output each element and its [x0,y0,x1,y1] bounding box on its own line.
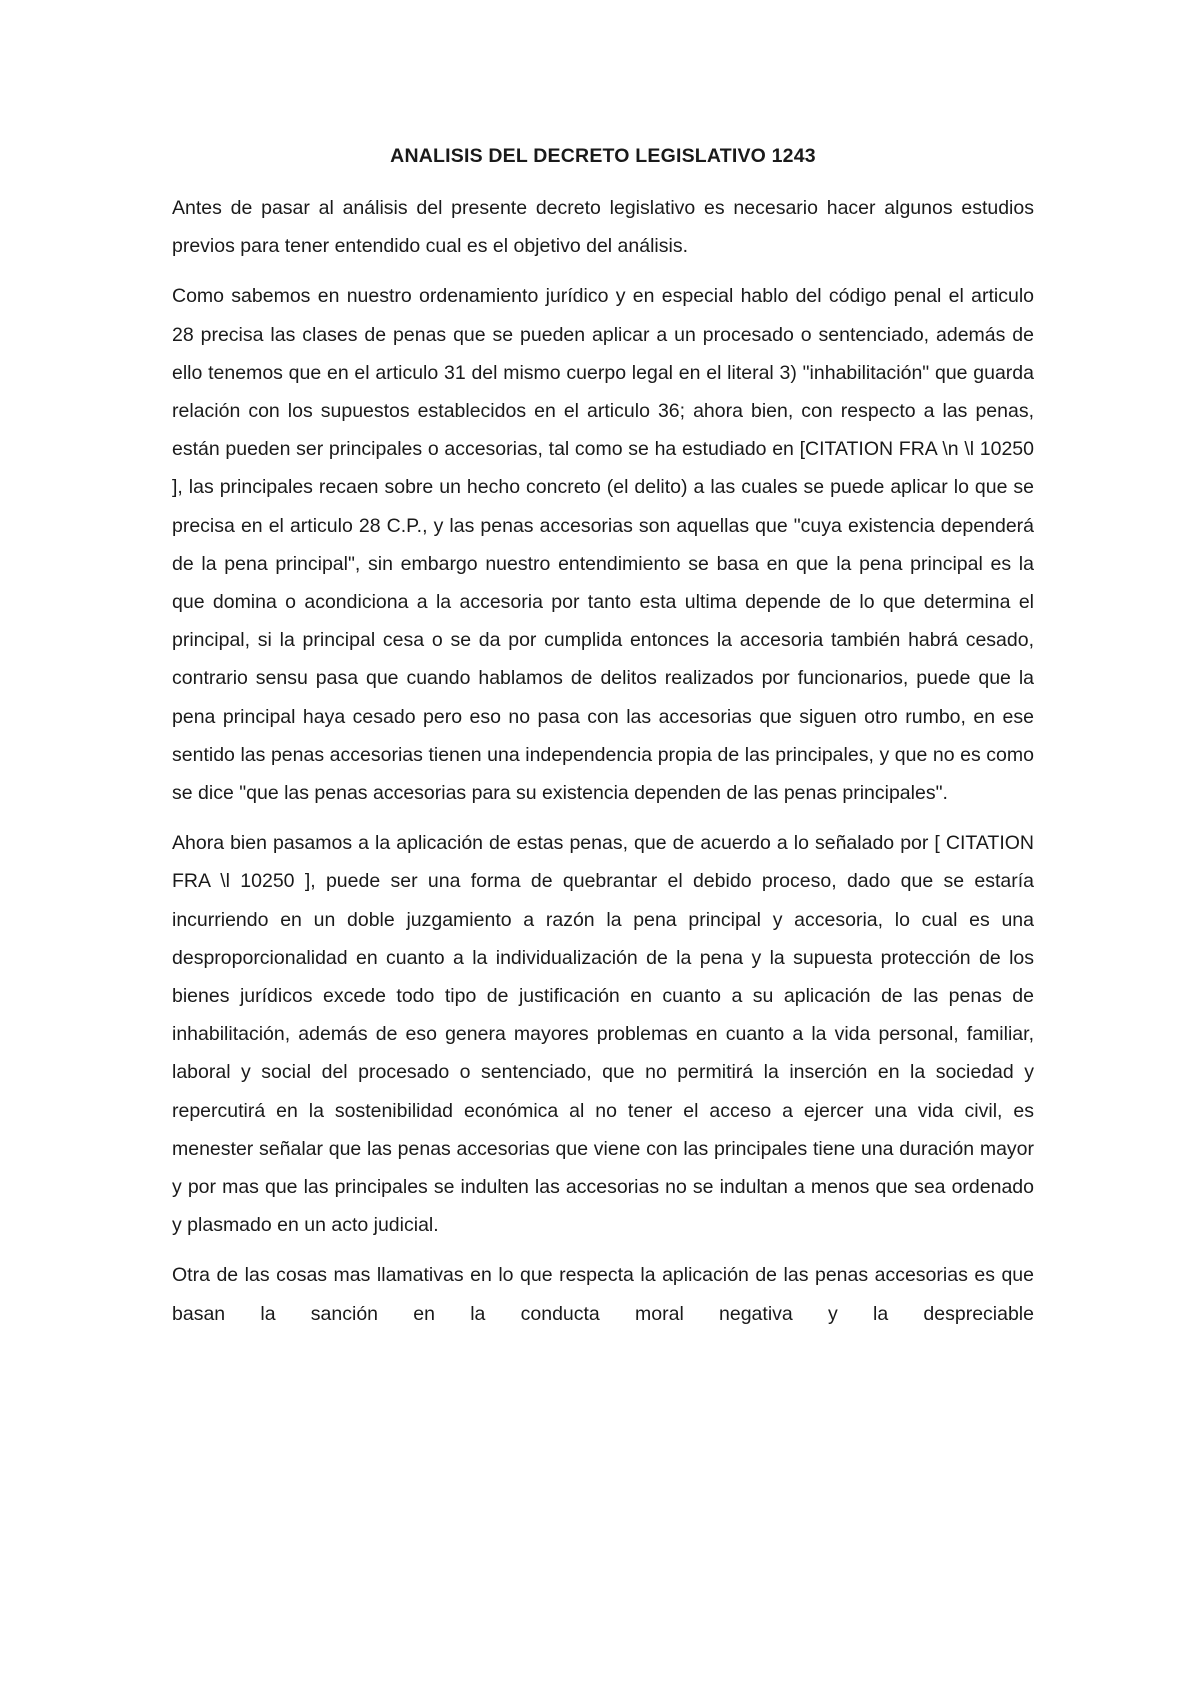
document-body [172,143,1034,1345]
paragraph-intro: Antes de pasar al análisis del presente decreto legislativo es necesario hacer algunos estudios previos para tener entendido cual es el objetivo del análisis. [172,197,1034,258]
paragraph-aplicacion-penas: Ahora bien pasamos a la aplicación de estas penas, que de acuerdo a lo señalado por [ CITATION FRA \l 10250 ], puede ser una forma de quebrantar el debido proceso, dado que se estaría incurriendo en un doble juzgamiento a razón la pena principal y accesoria, lo cual es una desproporcionalidad en cuanto a la individualización de la pena y la supuesta protección de los bienes jurídicos excede todo tipo de justificación en cuanto a su aplicación de las penas de inhabilitación, además de eso genera mayores problemas en cuanto a la vida personal, familiar, laboral y social del procesado o sentenciado, que no permitirá la inserción en la sociedad y repercutirá en la sostenibilidad económica al no tener el acceso a ejercer una vida civil, es menester señalar que las penas accesorias que viene con las principales tiene una duración mayor y por mas que las principales se indulten las accesorias no se indultan a menos que sea ordenado y plasmado en un acto judicial. [172,832,1034,1237]
paragraph-penas-clases: Como sabemos en nuestro ordenamiento jurídico y en especial hablo del código penal el articulo 28 precisa las clases de penas que se pueden aplicar a un procesado o sentenciado, además de ello tenemos que en el articulo 31 del mismo cuerpo legal en el literal 3) "inhabilitación" que guarda relación con los supuestos establecidos en el articulo 36; ahora bien, con respecto a las penas, están pueden ser principales o accesorias, tal como se ha estudiado en [CITATION FRA \n \l 10250 ], las principales recaen sobre un hecho concreto (el delito) a las cuales se puede aplicar lo que se precisa en el articulo 28 C.P., y las penas accesorias son aquellas que "cuya existencia dependerá de la pena principal", sin embargo nuestro entendimiento se basa en que la pena principal es la que domina o acondiciona a la accesoria por tanto esta ultima depende de lo que determina el principal, si la principal cesa o se da por cumplida entonces la accesoria también habrá cesado, contrario sensu pasa que cuando hablamos de delitos realizados por funcionarios, puede que la pena principal haya cesado pero eso no pasa con las accesorias que siguen otro rumbo, en ese sentido las penas accesorias tienen una independencia propia de las principales, y que no es como se dice "que las penas accesorias para su existencia dependen de las penas principales". [172,285,1034,805]
paragraph-conducta-moral: Otra de las cosas mas llamativas en lo que respecta la aplicación de las penas accesorias es que basan la sanción en la conducta moral negativa y la despreciable [172,1264,1034,1325]
document-title: ANALISIS DEL DECRETO LEGISLATIVO 1243 [390,145,816,167]
